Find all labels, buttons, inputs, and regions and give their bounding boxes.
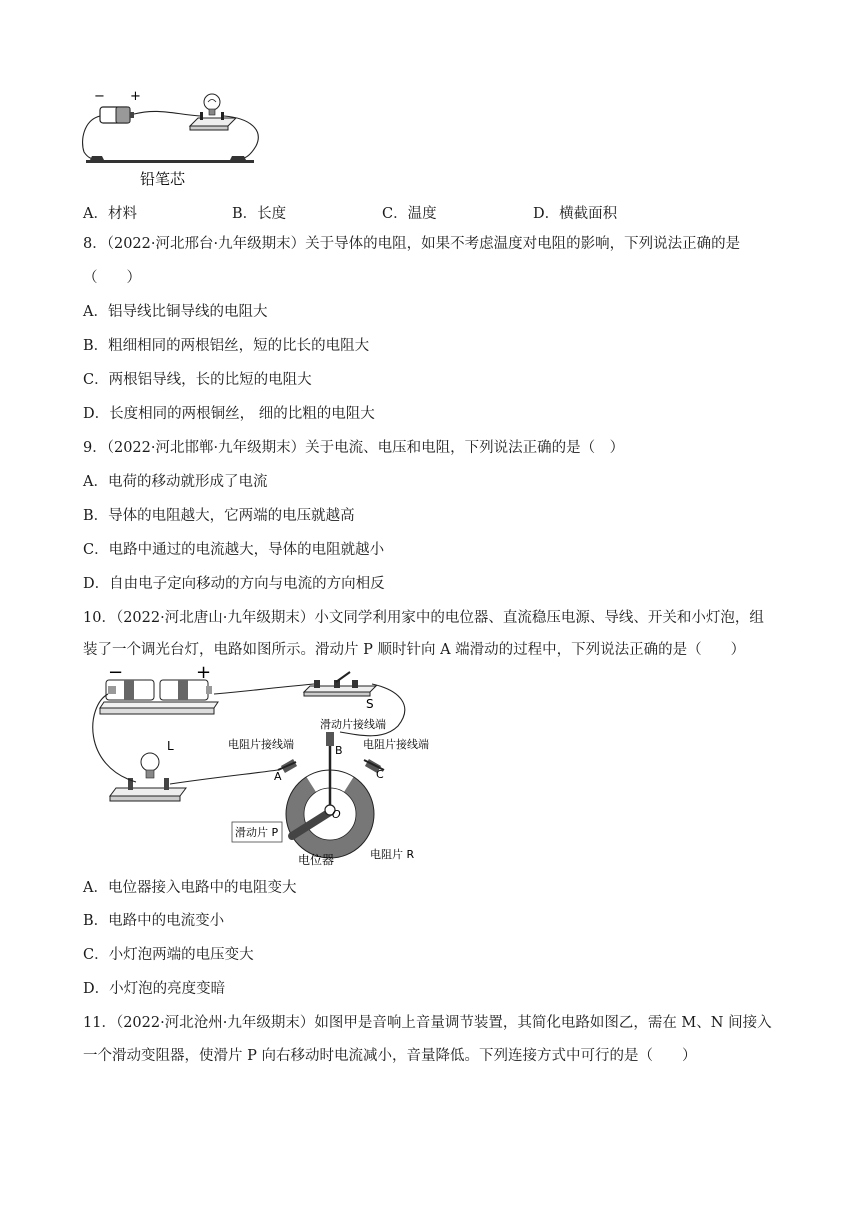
left-terminal-label: 电阻片接线端 xyxy=(228,738,294,751)
terminal-b-label: B xyxy=(335,744,343,757)
slider-label: 滑动片 P xyxy=(235,826,279,839)
terminal-b-icon xyxy=(326,732,334,746)
q7-option-b[interactable]: B．长度 xyxy=(232,206,287,222)
left-alligator-clip-icon xyxy=(90,156,104,160)
battery-plus-sign: + xyxy=(196,666,212,683)
slider-terminal-label: 滑动片接线端 xyxy=(320,718,386,731)
q10-option-b[interactable]: B．电路中的电流变小 xyxy=(83,913,225,929)
battery-icon xyxy=(100,107,134,123)
q7-option-d[interactable]: D．横截面积 xyxy=(533,206,618,222)
terminal-c-label: C xyxy=(376,768,384,781)
q8-option-b[interactable]: B．粗细相同的两根铝丝，短的比长的电阻大 xyxy=(83,338,370,354)
pencil-lead-icon xyxy=(86,160,254,163)
potentiometer-label: 电位器 xyxy=(298,853,335,867)
right-alligator-clip-icon xyxy=(230,156,246,160)
q9-option-c[interactable]: C．电路中通过的电流越大，导体的电阻就越小 xyxy=(83,542,385,558)
light-bulb-icon xyxy=(204,94,220,115)
q8-answer-bracket: （ ） xyxy=(83,270,141,286)
right-terminal-label: 电阻片接线端 xyxy=(363,738,429,751)
q8-option-a[interactable]: A．铝导线比铜导线的电阻大 xyxy=(83,304,268,320)
q10-option-d[interactable]: D．小灯泡的亮度变暗 xyxy=(83,981,226,997)
q8-stem: 8．（2022·河北邢台·九年级期末）关于导体的电阻，如果不考虑温度对电阻的影响，下列说法正确的是 xyxy=(83,236,741,252)
pencil-lead-caption: 铅笔芯 xyxy=(140,170,186,188)
q9-option-b[interactable]: B．导体的电阻越大，它两端的电压就越高 xyxy=(83,508,355,524)
q8-option-d[interactable]: D．长度相同的两根铜丝， 细的比粗的电阻大 xyxy=(83,406,375,422)
battery-minus-sign: − xyxy=(108,666,124,683)
dimmer-circuit-figure xyxy=(80,666,440,870)
battery-minus-sign: − xyxy=(94,89,105,104)
q10-option-c[interactable]: C．小灯泡两端的电压变大 xyxy=(83,947,254,963)
q8-option-c[interactable]: C．两根铝导线，长的比短的电阻大 xyxy=(83,372,312,388)
q10-stem-line-1: 10．（2022·河北唐山·九年级期末）小文同学利用家中的电位器、直流稳压电源、导线、开关和小灯泡，组 xyxy=(83,610,764,626)
switch-label: S xyxy=(366,697,374,711)
light-bulb-icon xyxy=(141,753,159,778)
battery-plus-sign: + xyxy=(130,89,141,104)
q9-option-a[interactable]: A．电荷的移动就形成了电流 xyxy=(83,474,268,490)
q7-option-c[interactable]: C．温度 xyxy=(382,206,437,222)
q10-stem-line-2: 装了一个调光台灯，电路如图所示。滑动片 P 顺时针向 A 端滑动的过程中，下列说法正确的是（ ） xyxy=(83,642,746,658)
battery-box-icon xyxy=(100,680,218,714)
q11-stem-line-1: 11．（2022·河北沧州·九年级期末）如图甲是音响上音量调节装置，其简化电路如图乙，需在 M、N 间接入 xyxy=(83,1015,772,1031)
q9-option-d[interactable]: D．自由电子定向移动的方向与电流的方向相反 xyxy=(83,576,385,592)
q7-options xyxy=(83,202,783,222)
q11-stem-line-2: 一个滑动变阻器，使滑片 P 向右移动时电流减小，音量降低。下列连接方式中可行的是（ ） xyxy=(83,1048,697,1064)
terminal-a-label: A xyxy=(274,770,282,783)
lamp-label: L xyxy=(167,739,174,753)
lamp-base-icon xyxy=(110,778,186,801)
pivot-o-label: O xyxy=(332,808,341,821)
q10-option-a[interactable]: A．电位器接入电路中的电阻变大 xyxy=(83,880,297,896)
switch-icon xyxy=(304,672,376,696)
q7-option-a[interactable]: A．材料 xyxy=(83,206,137,222)
pencil-lead-circuit-figure xyxy=(78,86,268,190)
resistor-label: 电阻片 R xyxy=(370,848,415,861)
q9-stem: 9．（2022·河北邯郸·九年级期末）关于电流、电压和电阻，下列说法正确的是（ ） xyxy=(83,440,625,456)
